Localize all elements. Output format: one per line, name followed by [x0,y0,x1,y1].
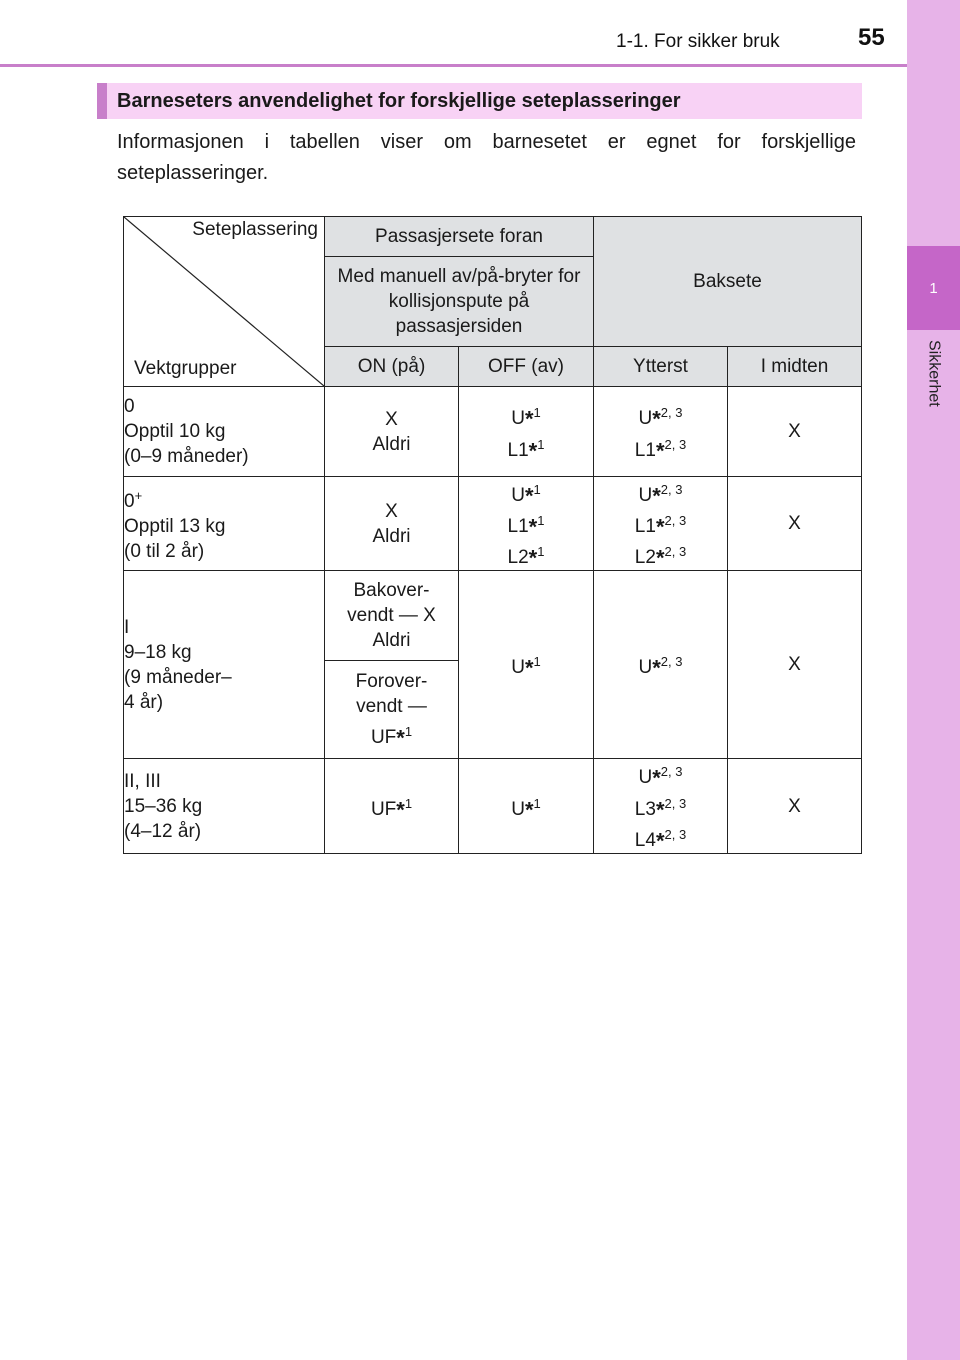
outer-cell: U*$^{2, 3}$ L1*$^{2, 3}$ L2*$^{2, 3}$ [594,477,728,571]
chapter-number: 1 [929,279,938,297]
header-rear-seat: Baksete [594,217,862,347]
off-cell: U*$^1$ L1*$^1$ L2*$^1$ [459,477,594,571]
on-cell: UF*$^1$ [325,759,459,853]
table-corner-cell [124,217,325,387]
header-outer: Ytterst [594,347,728,387]
header-on: ON (på) [325,347,459,387]
chapter-label-text: Sikkerhet [925,340,943,407]
child-seat-table [123,216,862,854]
weight-group-cell: II, III 15–36 kg (4–12 år) [124,759,325,853]
middle-cell: X [728,571,862,759]
corner-top-label: Seteplassering [192,219,318,240]
outer-cell: U*$^{2, 3}$ L1*$^{2, 3}$ [594,387,728,477]
header-divider [0,64,907,67]
off-cell: U*$^1$ L1*$^1$ [459,387,594,477]
table-row [124,477,862,571]
table-row [124,387,862,477]
section-title: Barneseters anvendelighet for forskjellige seteplasseringer [117,89,681,112]
weight-group-cell: I 9–18 kg (9 måneder– 4 år) [124,571,325,759]
side-strip [907,0,960,1360]
header-front-passenger: Passasjersete foran [325,217,594,257]
off-cell: U*$^1$ [459,571,594,759]
table-row [124,759,862,853]
running-header: 1-1. For sikker bruk [616,31,780,52]
middle-cell: X [728,477,862,571]
on-forward-facing-cell: Forover- vendt — UF*$^1$ [325,661,459,759]
on-cell: X Aldri [325,387,459,477]
outer-cell: U*$^{2, 3}$ [594,571,728,759]
on-rear-facing-cell: Bakover- vendt — X Aldri [325,571,459,661]
header-airbag-switch: Med manuell av/på-bryter for kollisjonspute på passasjersiden [325,257,594,347]
page-number: 55 [858,24,885,51]
table-row [124,571,862,661]
corner-bottom-label: Vektgrupper [134,358,237,379]
outer-cell: U*$^{2, 3}$ L3*$^{2, 3}$ L4*$^{2, 3}$ [594,759,728,853]
chapter-label [907,340,960,440]
header-middle: I midten [728,347,862,387]
middle-cell: X [728,759,862,853]
chapter-tab[interactable] [907,246,960,330]
weight-group-cell: 0 Opptil 10 kg (0–9 måneder) [124,387,325,477]
section-title-bar [97,83,862,119]
on-cell: X Aldri [325,477,459,571]
intro-paragraph: Informasjonen i tabellen viser om barnesetet er egnet for forskjellige seteplasseringer. [117,131,856,184]
header-off: OFF (av) [459,347,594,387]
off-cell: U*$^1$ [459,759,594,853]
middle-cell: X [728,387,862,477]
weight-group-cell: 0+ Opptil 13 kg (0 til 2 år) [124,477,325,571]
